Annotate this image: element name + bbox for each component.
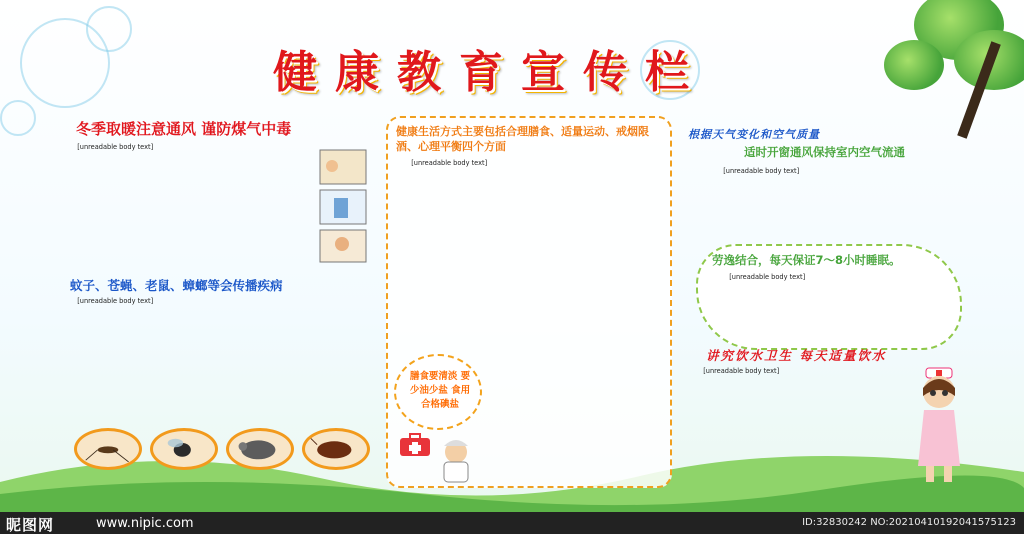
sleep-box bbox=[696, 244, 962, 350]
text-lifestyle: [unreadable body text] bbox=[411, 159, 488, 167]
heading-gas-poisoning: 冬季取暖注意通风 谨防煤气中毒 bbox=[76, 120, 292, 138]
page-title-wrap bbox=[190, 36, 790, 96]
watermark-id: ID:32830242 NO:20210410192041575123 bbox=[802, 517, 1016, 528]
heading-water: 讲究饮水卫生 每天适量饮水 bbox=[706, 348, 887, 363]
text-water: [unreadable body text] bbox=[703, 367, 780, 375]
text-pests: [unreadable body text] bbox=[77, 297, 154, 305]
gas-illustration bbox=[316, 146, 370, 266]
text-sleep: [unreadable body text] bbox=[729, 273, 806, 281]
watermark-bar bbox=[0, 512, 1024, 534]
diet-callout-text: 膳食要清淡 要少油少盐 食用合格碘盐 bbox=[409, 371, 471, 410]
heading-air-quality: 根据天气变化和空气质量 bbox=[688, 128, 820, 141]
text-ventilation: [unreadable body text] bbox=[723, 167, 800, 175]
rat-photo bbox=[226, 428, 294, 470]
fly-photo bbox=[150, 428, 218, 470]
heading-pests: 蚊子、苍蝇、老鼠、蟑螂等会传播疾病 bbox=[70, 278, 283, 293]
decor-bubble bbox=[86, 6, 132, 52]
doctor-cartoon-icon bbox=[432, 438, 480, 484]
watermark-url: www.nipic.com bbox=[96, 516, 194, 531]
diet-callout bbox=[394, 354, 482, 430]
watermark-logo: 昵图网 bbox=[6, 516, 55, 534]
mosquito-photo bbox=[74, 428, 142, 470]
heading-sleep: 劳逸结合，每天保证7～8小时睡眠。 bbox=[712, 253, 901, 267]
text-iodine bbox=[486, 354, 664, 484]
decor-bubble bbox=[0, 100, 36, 136]
nurse-cartoon-icon bbox=[908, 366, 970, 484]
medical-kit-icon bbox=[398, 432, 432, 458]
heading-lifestyle: 健康生活方式主要包括合理膳食、适量运动、戒烟限酒、心理平衡四个方面 bbox=[396, 125, 649, 153]
cockroach-photo bbox=[302, 428, 370, 470]
heading-ventilation: 适时开窗通风保持室内空气流通 bbox=[744, 145, 905, 159]
text-gas-poisoning: [unreadable body text] bbox=[77, 143, 154, 151]
page-title: 健康教育宣传栏 bbox=[273, 47, 707, 98]
left-panel bbox=[64, 116, 372, 496]
